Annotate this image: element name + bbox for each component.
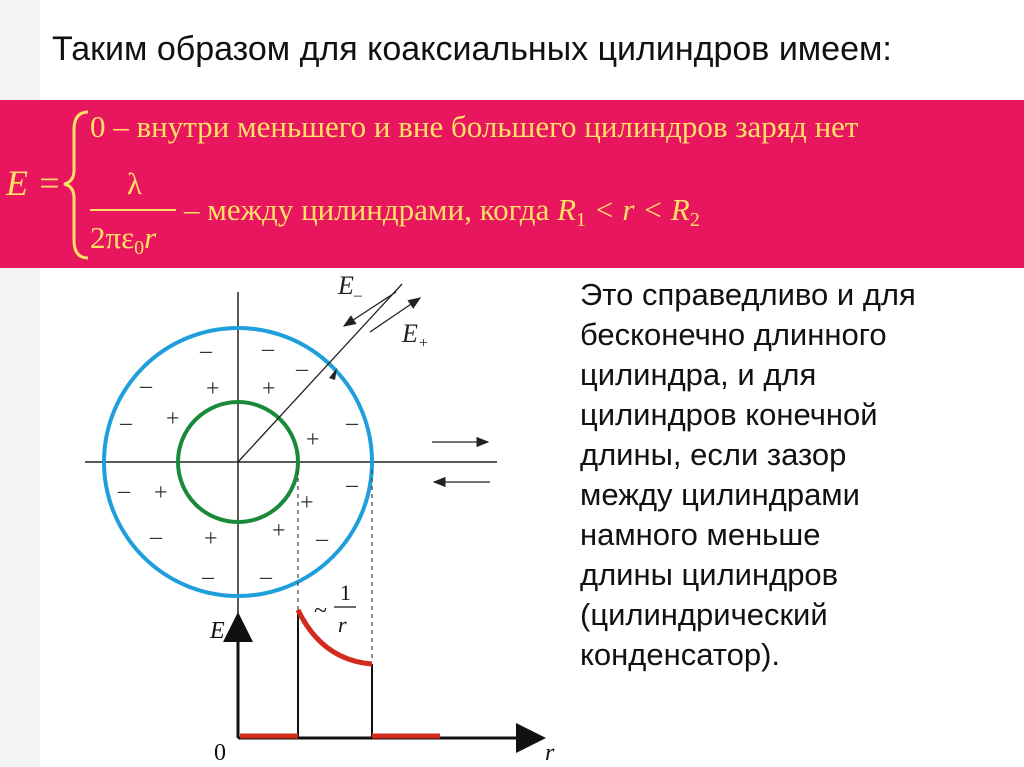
minus-sign: – [296,356,308,382]
side-text-line: Это справедливо и для [580,277,916,312]
side-text-line: намного меньше [580,517,821,552]
cond-r1: R [557,192,577,227]
minus-sign: – [262,336,274,362]
minus-sign: – [200,338,212,364]
minus-sign: – [346,472,358,498]
e-plus-letter: E [402,319,418,348]
side-text-line: длины, если зазор [580,437,847,472]
minus-sign: – [120,410,132,436]
formula-case2 [183,192,700,231]
minus-sign: – [202,564,214,590]
e-minus-letter: E [338,271,354,300]
plus-sign: + [272,518,286,544]
formula-numerator: λ [127,166,143,201]
plus-sign: + [204,526,218,552]
minus-sign: – [118,478,130,504]
side-text-line: между цилиндрами [580,477,860,512]
e-minus-label [337,271,363,304]
annotation-num: 1 [340,580,351,605]
annotation-den: r [338,612,347,637]
cond-r2: R [670,192,690,227]
formula-band [0,100,1024,268]
side-text-line: конденсатор). [580,637,781,672]
graph-x-label: r [545,740,555,766]
cond-r1-sub: 1 [576,209,587,231]
graph-y-label: E [210,618,225,644]
plus-sign: + [262,376,276,402]
side-text-line: цилиндра, и для [580,357,817,392]
plus-sign: + [206,376,220,402]
cond-r2-sub: 2 [689,209,700,231]
radius-arrow [238,284,402,462]
side-text-line: (цилиндрический [580,597,828,632]
minus-sign: – [140,373,152,399]
minus-sign: – [260,564,272,590]
side-text-line: длины цилиндров [580,557,839,592]
cond-middle: < r < [586,192,671,227]
denominator-r: r [144,220,157,255]
formula-case1: 0 – внутри меньшего и вне большего цилиндров заряд нет [90,109,859,144]
plus-sign: + [306,427,320,453]
side-text-line: цилиндров конечной [580,397,878,432]
formula-lhs: E = [6,163,62,203]
formula-brace [64,112,88,258]
denominator-main: 2πε [90,220,135,255]
minus-sign: – [346,410,358,436]
formula-svg [0,100,1024,268]
side-text [580,275,1020,675]
denominator-sub: 0 [134,237,145,259]
e-plus-sub: + [417,335,429,352]
side-text-line: бесконечно длинного [580,317,887,352]
annotation-tilde: ~ [314,598,327,624]
cylinder-diagram [0,268,580,767]
formula-denominator [90,220,157,259]
e-minus-sub: – [353,287,362,304]
minus-sign: – [150,524,162,550]
graph-curve-1-over-r [298,610,372,664]
minus-sign: – [316,526,328,552]
plus-sign: + [300,490,314,516]
plus-sign: + [166,406,180,432]
formula-case2-text: – между цилиндрами, когда [184,192,550,227]
plus-sign: + [154,480,168,506]
graph-origin: 0 [214,740,226,766]
e-plus-label [401,319,429,352]
slide-title: Таким образом для коаксиальных цилиндров имеем: [52,30,892,68]
